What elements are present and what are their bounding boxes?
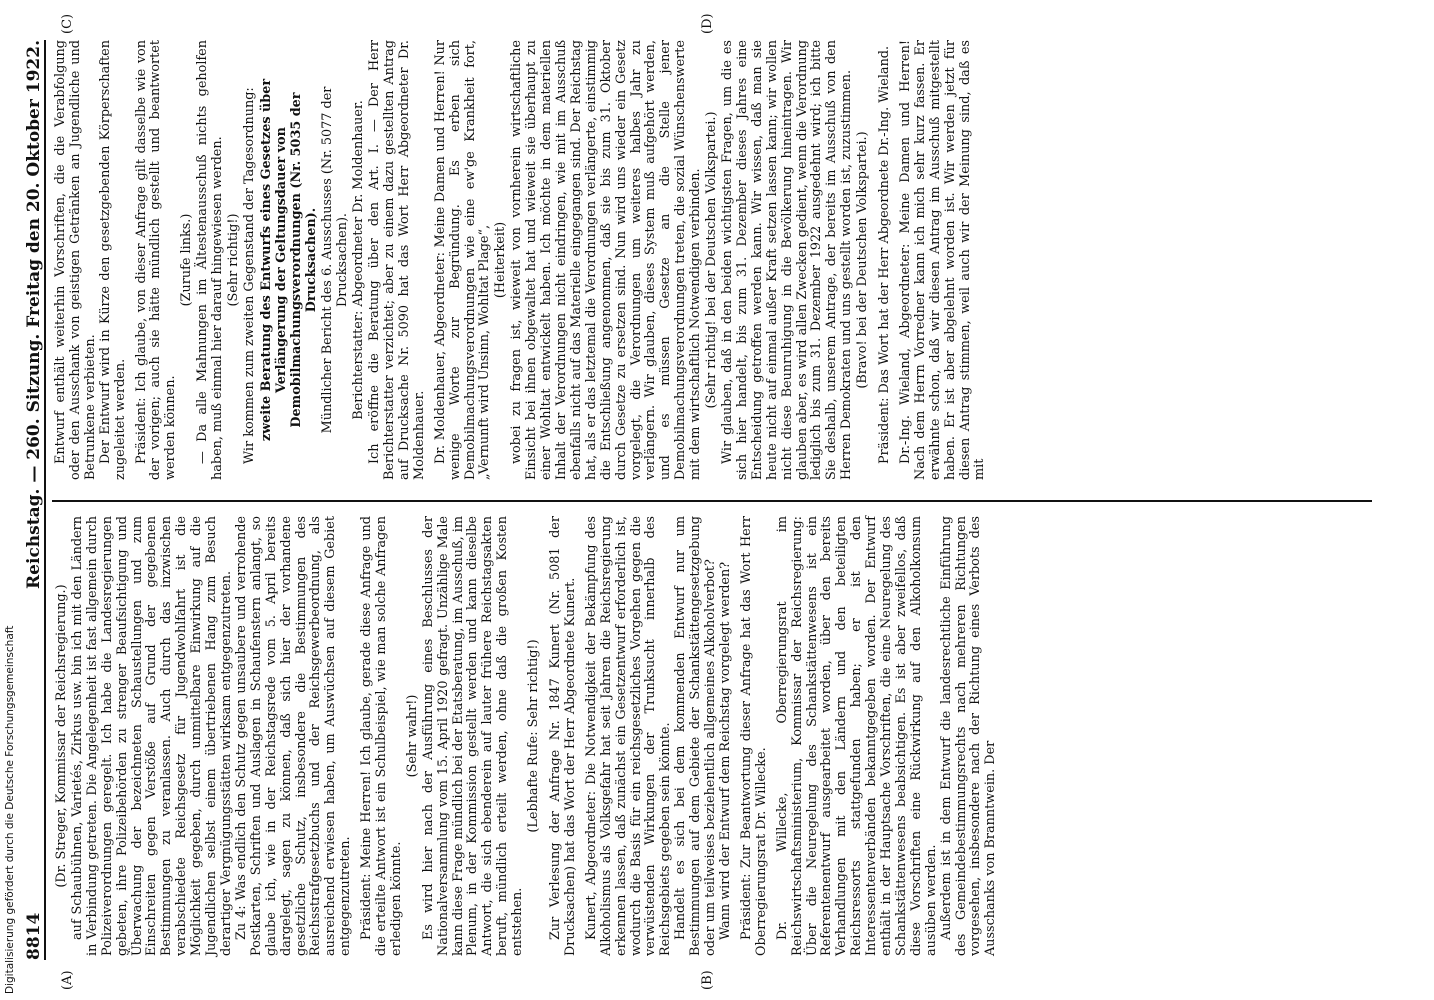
paragraph: Dr.-Ing. Wieland, Abgeordneter: Meine Damen und Herren! Nach dem Herrn Vorredner kann ich mich sehr kurz fassen. Er erwähnte schon, daß wir diesen Antrag im Ausschuß mitgestellt haben. Er ist aber abgelehnt worden ist. Wir werden jetzt für diesen Antrag stimmen, weil auch wir der Meinung sind, daß es mit (897, 40, 988, 480)
paragraph: Handelt es sich bei dem kommenden Entwurf nur um Bestimmungen auf dem Gebiete der Schankstättengesetzgebung oder um teilweises beziehentlich allgemeines Alkoholverbot? (673, 516, 719, 956)
paragraph: Präsident: Zur Beantwortung dieser Anfrage hat das Wort Herr Oberregierungsrat Dr. Willecke. (738, 516, 769, 956)
paragraph: Dr. Moldenhauer, Abgeordneter: Meine Damen und Herren! Nur wenige Worte zur Begründung. Es erben sich Demobilmachungsverordnungen wie eine ew'ge Krankheit fort, „Vernunft wird Unsinn, Wohltat Plage“, (432, 40, 493, 480)
credit-text: Digitalisierung gefördert durch die Deutsche Forschungsgemeinschaft (4, 625, 16, 994)
page-header (18, 40, 46, 960)
right-column (54, 40, 988, 480)
paragraph: Präsident: Meine Herren! Ich glaube, gerade diese Anfrage und die erteilte Antwort ist ein Schulbeispiel, wie man solche Anfragen erledigen könnte. (359, 516, 404, 956)
interjection: (Dr. Streger, Kommissar der Reichsregierung.) (54, 584, 69, 888)
paragraph: Wir kommen zum zweiten Gegenstand der Tagesordnung: (241, 87, 257, 464)
paragraph: wobei zu fragen ist, wieweit von vornherein wirtschaftliche Einsicht bei ihnen obgewaltet hat und wieweit sie überhaupt zu einer Wohltat entwickelt haben. Ich möchte in dem materiellen Inhalt der Verordnungen nicht eindringen, wie mit im Ausschuß ebenfalls nicht auf das Materielle eingegangen sind. Der Reichstag hat, als er das letztemal die Verordnungen verlängerte, einstimmig die Entschließung angenommen, daß sie bis zum 31. Oktober durch Gesetze zu ersetzen sind. Nun wird uns wieder ein Gesetz vorgelegt, die Verordnungen um weiteres halbes Jahr zu verlängern. Wir glauben, dieses System muß aufgehört werden, und es müssen Gesetze an die Stelle jener Demobilmachungsverordnungen treten, die sozial Wünschenswerte mit dem wirtschaftlich Notwendigen verbinden. (509, 40, 704, 480)
paragraph: auf Schaubühnen, Varietés, Zirkus usw. bin ich mit den Ländern in Verbindung getreten. Die Angelegenheit ist fast allgemein durch Polizeiverordnungen geregelt. Ich habe die Landesregierungen gebeten, ihre Polizeibehörden zu strenger Beaufsichtigung und Überwachung der bezeichneten Schaustellungen und zum Einschreiten gegen Verstöße auf Grund der gegebenen Bestimmungen zu veranlassen. Auch durch das inzwischen verabschiedete Reichsgesetz für Jugendwohlfahrt ist die Möglichkeit gegeben, durch unmittelbare Einwirkung auf die Jugendlichen selbst einem übertriebenen Hang zum Besuch derartiger Vergnügungsstätten wirksam entgegenzutreten. (69, 516, 234, 956)
paragraph: — Da alle Mahnungen im Ältestenausschuß nichts geholfen haben, muß einmal hier darauf hingewiesen werden. (195, 40, 226, 480)
margin-mark-b: (B) (700, 970, 715, 990)
paragraph: Kunert, Abgeordneter: Die Notwendigkeit der Bekämpfung des Alkoholismus als Volksgefahr hat seit Jahren die Reichsregierung erkennen lassen, daß zunächst ein Gesetzentwurf erforderlich ist, wodurch die Basis für ein reichsgesetzliches Vorgehen gegen die verwüstenden Wirkungen der Trunksucht innerhalb des Reichsgebiets gegeben sein könnte. (583, 516, 674, 956)
margin-mark-c: (C) (60, 13, 75, 34)
paragraph: Präsident: Ich glaube, von dieser Anfrage gilt dasselbe wie von der vorigen; auch sie hätte mündlich gestellt und beantwortet werden können. (133, 40, 179, 480)
agenda-heading: zweite Beratung des Entwurfs eines Gesetzes über Verlängerung der Geltungsdauer von Demobilmachungsverordnungen (Nr. 5035 der Drucksachen). (258, 78, 319, 442)
paragraph: Wann wird der Entwurf dem Reichstag vorgelegt werden? (717, 561, 733, 940)
interjection: (Lebhafte Rufe: Sehr richtig!) (526, 639, 542, 833)
paragraph: Es wird hier nach der Ausführung eines Beschlusses der Nationalversammlung vom 15. April 1920 gefragt. Unzählige Male kann diese Frage mündlich bei der Etatsberatung, im Ausschuß, im Plenum, in der Kommission gestellt werden und kann dieselbe Antwort, die sich ebenderein auf lauter frühere Reichstagsakten beruft, mündlich erteilt werden, ohne daß die großen Kosten entstehen. (420, 516, 526, 956)
margin-mark-d: (D) (700, 13, 715, 34)
page-number: 8814 (24, 912, 44, 960)
paragraph: Wir glauben, daß in den beiden wichtigsten Fragen, um die es sich hier handelt, bis zum 31. Dezember dieses Jahres eine Entscheidung getroffen werden kann. Wir wissen, daß man sie heute nicht auf einmal außer Kraft setzen lassen kann; wir wollen nicht diese Beunruhigung in die Bevölkerung hineintragen. Wir glauben aber, es wird allen Zwecken gedient, wenn die Verordnung lediglich bis zum 31. Dezember 1922 ausgedehnt wird; ich bitte Sie deshalb, unserem Antrage, der bereits im Ausschuß von den Herren Demokraten und uns gestellt worden ist, zuzustimmen. (719, 40, 855, 480)
interjection: (Heiterkeit) (493, 221, 509, 299)
interjection: Berichterstatter: Abgeordneter Dr. Moldenhauer. (351, 100, 367, 420)
left-column (54, 516, 999, 956)
margin-mark-a: (A) (60, 970, 75, 990)
column-divider (52, 500, 1372, 502)
paragraph: Zur Verlesung der Anfrage Nr. 1847 Kunert (Nr. 5081 der Drucksachen) hat das Wort der Herr Abgeordnete Kunert. (548, 516, 578, 956)
interjection: (Zurufe links.) (179, 213, 195, 307)
paragraph: Ich eröffne die Beratung über den Art. I. — Der Herr Berichterstatter verzichtet; aber zu einem dazu gestellten Antrag auf Drucksache Nr. 5090 hat das Wort Herr Abgeordneter Dr. Moldenhauer. (367, 40, 427, 480)
digitization-credit (2, 294, 18, 994)
interjection: (Sehr wahr!) (404, 694, 420, 778)
paragraph: Außerdem ist in dem Entwurf die landesrechtliche Einführung des Gemeindebestimmungsrechts nach mehreren Richtungen vorgesehen, insbesondere nach der Richtung eines Verbots des Ausschanks von Branntwein. Der (938, 516, 999, 956)
paragraph: Zu 4: Was endlich den Schutz gegen unsaubere und verrohende Postkarten, Schriften und Auslagen in Schaufenstern anlangt, so glaube ich, wie in der Reichstagsrede vom 5. April bereits dargelegt, sagen zu können, daß sich hier der vorhandene gesetzliche Schutz, insbesondere die Bestimmungen des Reichsstrafgesetzbuchs und der Reichsgewerbeordnung, als ausreichend erwiesen haben, um Auswüchsen auf diesem Gebiet entgegenzutreten. (233, 516, 354, 956)
page-title: Reichstag. — 260. Sitzung. Freitag den 20. Oktober 1922. (24, 40, 44, 589)
interjection: Mündlicher Bericht des 6. Ausschusses (Nr. 5077 der Drucksachen). (320, 86, 351, 434)
paragraph: Entwurf enthält weiterhin Vorschriften, die die Verabfolgung oder den Ausschank von geistigen Getränken an Jugendliche und Betrunkene verbieten. (53, 40, 98, 480)
paragraph: Dr. Willecke, Oberregierungsrat im Reichswirtschaftsministerium, Kommissar der Reichsregierung: Über die Neuregelung des Schankstättenwesens ist ein Referentenentwurf ausgearbeitet worden, über den bereits Verhandlungen mit den Ländern und den beteiligten Reichsressorts stattgefunden haben; er ist den Interessentenverbänden bekanntgegeben worden. Der Entwurf enthält in der Hauptsache Vorschriften, die eine Neuregelung des Schankstättenwesens beabsichtigen. Es ist aber zweifellos, daß diese Vorschriften eine Rückwirkung auf den Alkoholkonsum ausüben werden. (774, 516, 939, 956)
paragraph: Präsident: Das Wort hat der Herr Abgeordnete Dr.-Ing. Wieland. (877, 45, 893, 464)
interjection: (Bravo! bei der Deutschen Volkspartei.) (855, 131, 871, 389)
interjection: (Sehr richtig! bei der Deutschen Volkspartei.) (704, 111, 720, 409)
paragraph: Der Entwurf wird in Kürze den gesetzgebenden Körperschaften zugeleitet werden. (97, 40, 128, 480)
interjection: (Sehr richtig!) (225, 213, 241, 307)
